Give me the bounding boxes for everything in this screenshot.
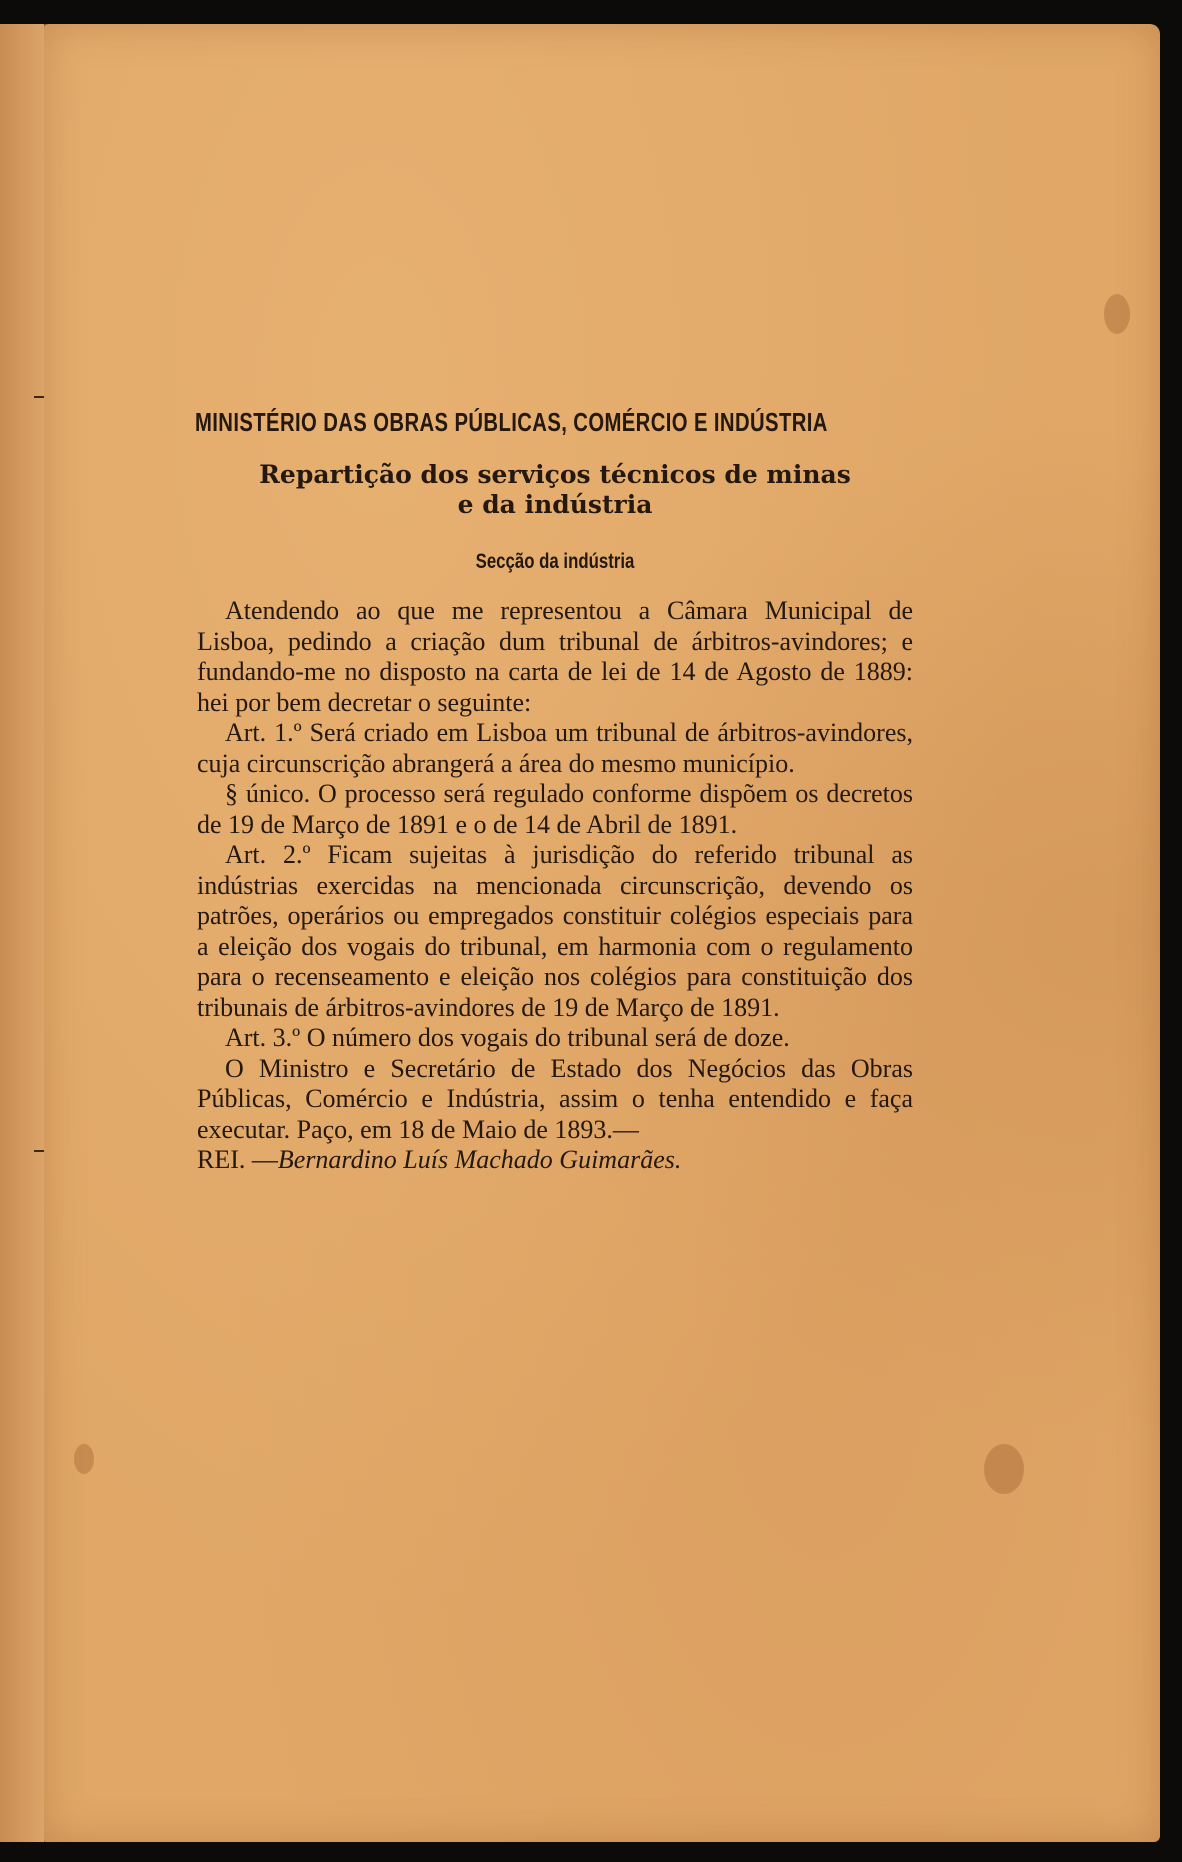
department-line-2: e da indústria (457, 490, 653, 519)
binding-strip (0, 24, 46, 1842)
department-heading (197, 460, 913, 520)
paper-stain (1104, 294, 1130, 334)
rei-label: REI. — (197, 1145, 278, 1174)
signature-line (197, 1145, 913, 1176)
ministry-heading: MINISTÉRIO DAS OBRAS PÚBLICAS, COMÉRCIO E INDÚSTRIA (195, 407, 828, 437)
decree-text (197, 402, 913, 1176)
department-line-1: Repartição dos serviços técnicos de minas (259, 460, 851, 489)
paper-stain (74, 1444, 94, 1474)
article-3: Art. 3.º O número dos vogais do tribunal será de doze. (225, 1023, 790, 1052)
paragraph-unique: § único. O processo será regulado conforme dispõem os decretos de 19 de Março de 1891 e o de 14 de Abril de 1891. (197, 779, 913, 839)
preamble-paragraph: Atendendo ao que me representou a Câmara Municipal de Lisboa, pedindo a criação dum tribunal de árbitros-avindores; e fundando-me no disposto na carta de lei de 14 de Agosto de 1889: hei por bem decretar o seguinte: (197, 596, 913, 717)
decree-body (197, 596, 913, 1176)
signatory-name: Bernardino Luís Machado Guimarães. (277, 1145, 682, 1174)
closing-paragraph: O Ministro e Secretário de Estado dos Negócios das Obras Públicas, Comércio e Indústria, assim o tenha entendido e faça executar. Paço, em 18 de Maio de 1893.— (197, 1053, 913, 1144)
paper-stain (984, 1444, 1024, 1494)
section-heading: Secção da indústria (475, 550, 635, 573)
article-1: Art. 1.º Será criado em Lisboa um tribunal de árbitros-avindores, cuja circunscrição abrangerá a área do mesmo município. (197, 718, 913, 778)
article-2: Art. 2.º Ficam sujeitas à jurisdição do referido tribunal as indústrias exercidas na mencionada circunscrição, devendo os patrões, operários ou empregados constituir colégios especiais para a eleição dos vogais do tribunal, em harmonia com o regulamento para o recenseamento e eleição nos colégios para constituição dos tribunais de árbitros-avindores de 19 de Março de 1891. (197, 840, 913, 1022)
